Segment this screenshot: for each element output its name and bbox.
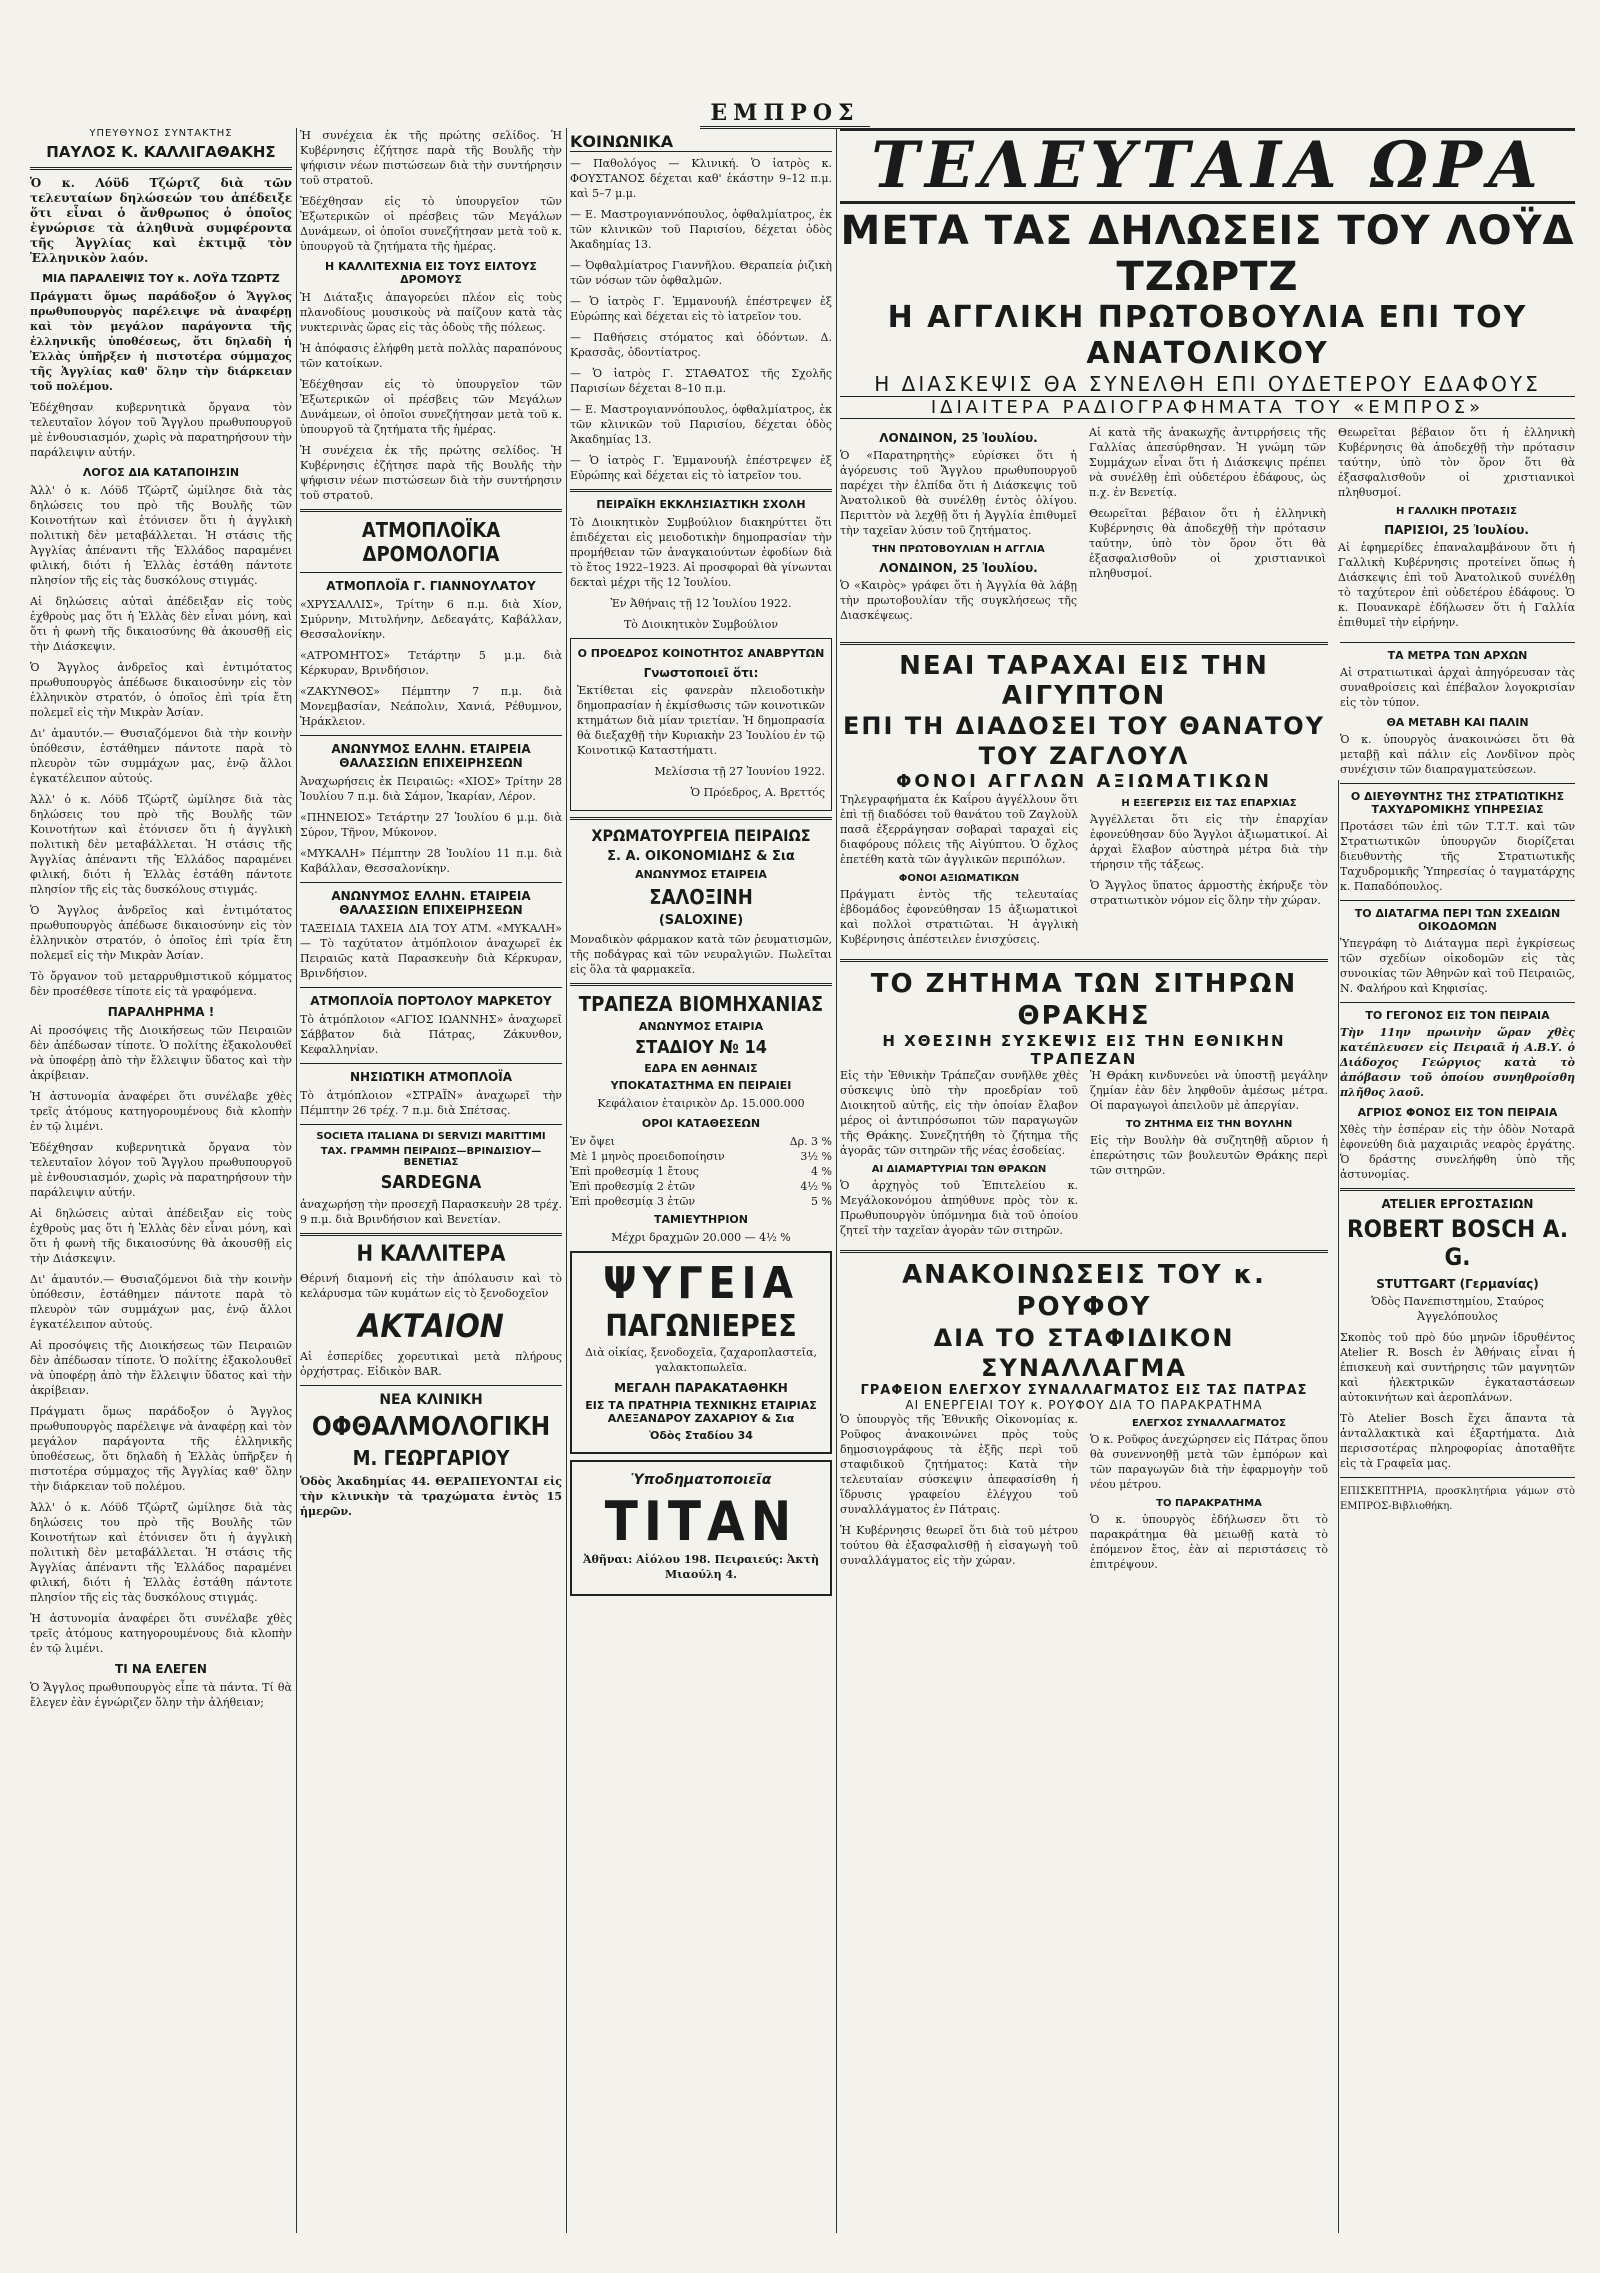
bank-branch: ΥΠΟΚΑΤΑΣΤΗΜΑ ΕΝ ΠΕΙΡΑΙΕΙ <box>610 1079 792 1092</box>
bank-term-row <box>570 1149 832 1164</box>
article-paragraph: Ἀλλ' ὁ κ. Λόϋδ Τζώρτζ ὡμίλησε διὰ τὰς δηλώσεις του πρὸ τῆς Βουλῆς τῶν Κοινοτήτων καὶ ἐτόνισεν ὅτι ἡ ἀγγλικὴ πολιτικὴ δὲν μεταβάλλεται. Ἡ στάσις τῆς Ἀγγλίας ἀπέναντι τῆς Ἑλλάδος παραμένει φιλική, διότι ἡ Ἑλλὰς ἐστάθη πάντοτε πλησίον τῆς εἰς τὰς δυσκόλους στιγμάς. <box>30 1501 292 1604</box>
clinic-label: ΝΕΑ ΚΛΙΝΙΚΗ <box>379 1392 483 1408</box>
section-heading: ΤΟ ΠΑΡΑΚΡΑΤΗΜΑ <box>1156 1498 1262 1509</box>
ship-name: SARDEGNA <box>380 1172 482 1193</box>
article-paragraph: Αἱ προσόψεις τῆς Διοικήσεως τῶν Πειραιῶν δὲν ἀπέδωσαν τίποτε. Ὁ πολίτης ἐξακολουθεῖ νὰ ὑποφέρῃ ἀπὸ τὴν ἔλλειψιν ὕδατος καὶ τὴν ἀκρίβειαν. <box>30 1339 292 1397</box>
article-paragraph: Αἱ προσόψεις τῆς Διοικήσεως τῶν Πειραιῶν δὲν ἀπέδωσαν τίποτε. Ὁ πολίτης ἐξακολουθεῖ νὰ ὑποφέρῃ ἀπὸ τὴν ἔλλειψιν ὕδατος καὶ τὴν ἀκρίβειαν. <box>30 1024 292 1082</box>
footer-note: ΕΠΙΣΚΕΠΤΗΡΙΑ, προσκλητήρια γάμων στὸ ΕΜΠΡΟΣ-Βιβλιοθήκη. <box>1340 1486 1575 1512</box>
bank-capital: Κεφάλαιον ἑταιρικὸν Δρ. 15.000.000 <box>597 1097 805 1110</box>
bank-term-value: Δρ. 3 % <box>789 1135 832 1148</box>
egypt-headline: ΝΕΑΙ ΤΑΡΑΧΑΙ ΕΙΣ ΤΗΝ ΑΙΓΥΠΤΟΝ <box>899 651 1269 711</box>
wire-label: ΙΔΙΑΙΤΕΡΑ ΡΑΔΙΟΓΡΑΦΗΜΑΤΑ ΤΟΥ «ΕΜΠΡΟΣ» <box>840 396 1575 419</box>
ice-store-company: ΕΙΣ ΤΑ ΠΡΑΤΗΡΙΑ ΤΕΧΝΙΚΗΣ ΕΤΑΙΡΙΑΣ ΑΛΕΞΑΝΔΡΟΥ ΖΑΧΑΡΙΟΥ & Σια <box>585 1399 817 1425</box>
social-entry: — Ὁ ἰατρὸς Γ. Ἐμμανουήλ ἐπέστρεψεν ἐξ Εὐρώπης καὶ δέχεται εἰς τὸ ἰατρεῖον του. <box>570 295 832 323</box>
section-heading: ΑΙ ΔΙΑΜΑΡΤΥΡΙΑΙ ΤΩΝ ΘΡΑΚΩΝ <box>871 1164 1047 1175</box>
dye-title: ΧΡΩΜΑΤΟΥΡΓΕΙΑ ΠΕΙΡΑΙΩΣ <box>591 826 811 845</box>
column-rule <box>296 128 297 2233</box>
article-paragraph: Αἱ δηλώσεις αὐταὶ ἀπέδειξαν εἰς τοὺς ἐχθροὺς μας ὅτι ἡ Ἑλλὰς δὲν εἶναι μόνη, καὶ ὅτι ἡ φωνὴ τῆς δικαιοσύνης θὰ ἀκουσθῇ εἰς τὴν Διάσκεψιν. <box>30 595 292 653</box>
bosch-text: Τὸ Atelier Bosch ἔχει ἅπαντα τὰ ἀνταλλακτικὰ καὶ ἐξαρτήματα. Διὰ περισσοτέρας πληροφορίας ἀποταθῆτε εἰς τὰ Γραφεῖα μας. <box>1340 1412 1575 1470</box>
dye-text: Μοναδικὸν φάρμακον κατὰ τῶν ῥευματισμῶν, τῆς ποδάγρας καὶ τῶν νευραλγιῶν. Πωλεῖται εἰς ὅλα τὰ φαρμακεῖα. <box>570 933 832 976</box>
bosch-city: STUTTGART (Γερμανίας) <box>1376 1277 1539 1291</box>
egypt-story <box>840 792 1328 953</box>
bank-term-label: Ἐπὶ προθεσμίᾳ 1 ἔτους <box>570 1165 699 1178</box>
ad-text: Αἱ ἑσπερίδες χορευτικαὶ μετὰ πλήρους ὀρχήστρας. Εἰδικὸν BAR. <box>300 1350 562 1378</box>
article-paragraph: Ἀλλ' ὁ κ. Λόϋδ Τζώρτζ ὡμίλησε διὰ τὰς δηλώσεις του πρὸ τῆς Βουλῆς τῶν Κοινοτήτων καὶ ἐτόνισεν ὅτι ἡ ἀγγλικὴ πολιτικὴ δὲν μεταβάλλεται. Ἡ στάσις τῆς Ἀγγλίας ἀπέναντι τῆς Ἑλλάδος παραμένει φιλική, διότι ἡ Ἑλλὰς ἐστάθη πάντοτε πλησίον τῆς εἰς τὰς δυσκόλους στιγμάς. <box>30 793 292 896</box>
section-heading: ΤΟ ΔΙΑΤΑΓΜΑ ΠΕΡΙ ΤΩΝ ΣΧΕΔΙΩΝ ΟΙΚΟΔΟΜΩΝ <box>1354 907 1561 933</box>
column-rule <box>566 128 567 2233</box>
dateline: ΠΑΡΙΣΙΟΙ, 25 Ἰουλίου. <box>1384 523 1529 537</box>
hotel-name: ΑΚΤΑΙΟΝ <box>358 1307 504 1345</box>
shipping-entry: ἀναχωρήσῃ τὴν προσεχῆ Παρασκευὴν 28 τρέχ. 9 π.μ. διὰ Βρινδήσιον καὶ Βενετίαν. <box>300 1198 562 1226</box>
article-paragraph: Ἡ Θράκη κινδυνεύει νὰ ὑποστῇ μεγάλην ζημίαν ἐὰν δὲν ληφθοῦν ἀμέσως μέτρα. Οἱ παραγωγοὶ ἀπειλοῦν μὲ ἀπεργίαν. <box>1090 1069 1328 1112</box>
rufos-deck: ΓΡΑΦΕΙΟΝ ΕΛΕΓΧΟΥ ΣΥΝΑΛΛΑΓΜΑΤΟΣ ΕΙΣ ΤΑΣ ΠΑΤΡΑΣ <box>860 1383 1308 1398</box>
article-paragraph: Θεωρεῖται βέβαιον ὅτι ἡ ἑλληνικὴ Κυβέρνησις θὰ ἀποδεχθῇ τὴν πρότασιν ταύτην, ὑπὸ τὸν ὅρον ὅτι θὰ ἐξασφαλισθοῦν οἱ χριστιανικοὶ πληθυσμοί. <box>1338 426 1575 499</box>
ad-text: Θέρινή διαμονή εἰς τὴν ἀπόλαυσιν καὶ τὸ κελάρυσμα τῶν κυμάτων εἰς τὸ ξενοδοχεῖον <box>300 1272 562 1300</box>
rufos-story <box>840 1412 1328 1578</box>
dye-company: Σ. Α. ΟΙΚΟΝΟΜΙΔΗΣ & Σια <box>607 849 795 864</box>
egypt-deck: ΦΟΝΟΙ ΑΓΓΛΩΝ ΑΞΙΩΜΑΤΙΚΩΝ <box>896 771 1272 792</box>
article-paragraph: Ἡ ἀπόφασις ἐλήφθη μετὰ πολλὰς παραπόνους τῶν κατοίκων. <box>300 342 562 370</box>
article-paragraph: Ἐδέχθησαν εἰς τὸ ὑπουργεῖον τῶν Ἐξωτερικῶν οἱ πρέσβεις τῶν Μεγάλων Δυνάμεων, οἱ ὁποῖοι συνεζήτησαν μετὰ τοῦ κ. ὑπουργοῦ τὰ ζητήματα τῆς ἡμέρας. <box>300 378 562 436</box>
ad-title: Η ΚΑΛΛΙΤΕΡΑ <box>356 1242 506 1267</box>
section-heading: ΜΙΑ ΠΑΡΑΛΕΙΨΙΣ ΤΟΥ κ. ΛΟΫΔ ΤΖΩΡΤΖ <box>42 272 280 285</box>
notice-text: Ἐκτίθεται εἰς φανερὰν πλειοδοτικὴν δημοπρασίαν ἡ ἐκμίσθωσις τῶν κοινοτικῶν κτημάτων διὰ μίαν τριετίαν. Ἡ δημοπρασία θὰ διεξαχθῇ τὴν Κυριακὴν 23 Ἰουλίου ἐν τῷ Κοινοτικῷ Καταστήματι. <box>577 684 825 757</box>
school-date: Ἐν Ἀθήναις τῇ 12 Ἰουλίου 1922. <box>610 597 792 610</box>
article-paragraph: Πράγματι ὅμως παράδοξον ὁ Ἄγγλος πρωθυπουργὸς παρέλειψε νὰ ἀναφέρῃ καὶ τὸν μεγάλον παράγοντα τῆς ἑλληνικῆς ὑποθέσεως, ὅτι δηλαδὴ ἡ Ἑλλὰς ὑπῆρξεν ἡ πιστοτέρα σύμμαχος τῆς Ἀγγλίας καθ' ὅλην τὴν διάρκειαν τοῦ πολέμου. <box>30 1405 292 1493</box>
bank-term-label: Ἐπὶ προθεσμίᾳ 3 ἐτῶν <box>570 1195 696 1208</box>
section-heading: ΤΟ ΖΗΤΗΜΑ ΕΙΣ ΤΗΝ ΒΟΥΛΗΝ <box>1125 1119 1293 1130</box>
school-signature: Τὸ Διοικητικὸν Συμβούλιον <box>623 618 779 631</box>
article-paragraph: Δι' ἀμαυτόν.— Θυσιαζόμενοι διὰ τὴν κοινὴν ὑπόθεσιν, ἐστάθημεν πάντοτε παρὰ τὸ πλευρὸν τῶν συμμάχων μας, ἐνῷ ἄλλοι ἐγκατέλειπον αὐτούς. <box>30 727 292 785</box>
article-paragraph: Εἰς τὴν Ἐθνικὴν Τράπεζαν συνῆλθε χθὲς σύσκεψις ὑπὸ τὴν προεδρίαν τοῦ Διοικητοῦ αὐτῆς, εἰς τὴν ὁποίαν ἔλαβον μέρος οἱ ἀντιπρόσωποι τῶν παραγωγῶν τῆς Θράκης. Συνεζητήθη τὸ ζήτημα τῆς ἀγορᾶς τῶν σιτηρῶν τῆς νέας ἐσοδείας. <box>840 1069 1078 1157</box>
article-paragraph: Αἱ ἐφημερίδες ἐπαναλαμβάνουν ὅτι ἡ Γαλλικὴ Κυβέρνησις προτείνει ὅπως ἡ Διάσκεψις ἐπὶ τοῦ Ἀνατολικοῦ συνέλθῃ τὸ ταχύτερον ἐπὶ οὐδετέρου ἐδάφους. Ὁ κ. Πουανκαρὲ ἐδήλωσεν ὅτι ἡ Γαλλία ἐπιθυμεῖ τὴν εἰρήνην. <box>1338 541 1575 629</box>
shoe-ad <box>570 1460 832 1596</box>
social-entry: — Ε. Μαστρογιαννόπουλος, ὀφθαλμίατρος, ἐκ τῶν κλινικῶν τοῦ Παρισίου, δέχεται ὁδὸς Ἀκαδημίας 13. <box>570 403 832 446</box>
ice-subtitle: ΠΑΓΩΝΙΕΡΕΣ <box>605 1309 797 1344</box>
clinic-text: Ὁδὸς Ἀκαδημίας 44. ΘΕΡΑΠΕΥΟΝΤΑΙ εἰς τὴν κλινικὴν τὰ τραχώματα ἐντὸς 15 ἡμερῶν. <box>300 1475 562 1518</box>
banner-headline: ΤΕΛΕΥΤΑΙΑ ΩΡΑ <box>840 128 1575 204</box>
lead-paragraph: Ὁ κ. Λόϋδ Τζώρτζ διὰ τῶν τελευταίων δηλώσεών του ἀπέδειξε ὅτι εἶναι ὁ ἄνθρωπος ὁ ὁποῖος ἐγνώρισε τὰ ἀληθινὰ συμφέροντα τῆς Ἀγγλίας καὶ ἐκτιμᾷ τὸν Ἑλληνικὸν λαόν. <box>30 176 292 265</box>
shipping-line: ΑΤΜΟΠΛΟΪΑ Γ. ΓΙΑΝΝΟΥΛΑΤΟΥ <box>326 579 536 593</box>
section-heading: ΑΓΡΙΟΣ ΦΟΝΟΣ ΕΙΣ ΤΟΝ ΠΕΙΡΑΙΑ <box>1357 1106 1558 1119</box>
column-rule <box>836 128 837 2233</box>
article-paragraph: Τὸ ὄργανον τοῦ μεταρρυθμιστικοῦ κόμματος δὲν προσέθεσε τίποτε εἰς τὰ γραφόμενα. <box>30 970 292 998</box>
notice-subtitle: Γνωστοποιεῖ ὅτι: <box>643 666 759 680</box>
article-paragraph: Ἐδέχθησαν κυβερνητικὰ ὄργανα τὸν τελευταῖον λόγον τοῦ Ἄγγλου πρωθυπουργοῦ μὲ ἐνθουσιασμόν, χωρὶς νὰ παρατηρήσουν τὴν παράλειψιν αὐτήν. <box>30 1141 292 1199</box>
shipping-entry: Τὸ ἀτμόπλοιον «ΣΤΡΑΪΝ» ἀναχωρεῖ τὴν Πέμπτην 26 τρέχ. 7 π.μ. διὰ Σπέτσας. <box>300 1089 562 1117</box>
article-paragraph: Ὑπεγράφη τὸ Διάταγμα περὶ ἐγκρίσεως τῶν σχεδίων οἰκοδομῶν εἰς τὰς συνοικίας τῶν Ἀθηνῶν καὶ τοῦ Πειραιῶς, Ν. Φαλήρου καὶ Κηφισίας. <box>1340 937 1575 995</box>
article-paragraph: Αἱ κατὰ τῆς ἀνακωχῆς ἀντιρρήσεις τῆς Γαλλίας ἀπεσύρθησαν. Ἡ γνώμη τῶν Συμμάχων εἶναι ὅτι ἡ Διάσκεψις πρέπει νὰ συνέλθῃ ἐπὶ οὐδετέρου ἐδάφους, ὡς π.χ. ἐν Βενετίᾳ. <box>1089 426 1326 499</box>
shipping-line: ΑΤΜΟΠΛΟΪΑ ΠΟΡΤΟΛΟΥ ΜΑΡΚΕΤΟΥ <box>310 994 552 1008</box>
column-3 <box>570 128 832 2243</box>
wheat-headline: ΤΟ ΖΗΤΗΜΑ ΤΩΝ ΣΙΤΗΡΩΝ ΘΡΑΚΗΣ <box>870 969 1298 1031</box>
bank-term-value: 4½ % <box>800 1180 832 1193</box>
main-subheadline: Η ΑΓΓΛΙΚΗ ΠΡΩΤΟΒΟΥΛΙΑ ΕΠΙ ΤΟΥ ΑΝΑΤΟΛΙΚΟΥ <box>887 300 1528 371</box>
article-paragraph: Αἱ δηλώσεις αὐταὶ ἀπέδειξαν εἰς τοὺς ἐχθροὺς μας ὅτι ἡ Ἑλλὰς δὲν εἶναι μόνη, καὶ ὅτι ἡ φωνὴ τῆς δικαιοσύνης θὰ ἀκουσθῇ εἰς τὴν Διάσκεψιν. <box>30 1207 292 1265</box>
article-paragraph: Ὁ κ. Ροῦφος ἀνεχώρησεν εἰς Πάτρας ὅπου θὰ συνεννοηθῇ μετὰ τῶν ἐμπόρων καὶ τῶν παραγωγῶν διὰ τὴν ἐφαρμογὴν τοῦ νέου μέτρου. <box>1090 1433 1328 1491</box>
shipping-entry: «ΜΥΚΑΛΗ» Πέμπτην 28 Ἰουλίου 11 π.μ. διὰ Καβάλλαν, Θεσσαλονίκην. <box>300 847 562 875</box>
main-headline: ΜΕΤΑ ΤΑΣ ΔΗΛΩΣΕΙΣ ΤΟΥ ΛΟΫΔ ΤΖΩΡΤΖ <box>840 208 1575 300</box>
article-paragraph: Πράγματι ὅμως παράδοξον ὁ Ἄγγλος πρωθυπουργὸς παρέλειψε νὰ ἀναφέρῃ καὶ τὸν μεγάλον παράγοντα τῆς ἑλληνικῆς ὑποθέσεως, ὅτι δηλαδὴ ἡ Ἑλλὰς ὑπῆρξεν ἡ πιστοτέρα σύμμαχος τῆς Ἀγγλίας καθ' ὅλην τὴν διάρκειαν τοῦ πολέμου. <box>30 290 292 393</box>
section-heading: ΤΙ ΝΑ ΕΛΕΓΕΝ <box>115 1662 207 1676</box>
article-paragraph: Θεωρεῖται βέβαιον ὅτι ἡ ἑλληνικὴ Κυβέρνησις θὰ ἀποδεχθῇ τὴν πρότασιν ταύτην, ὑπὸ τὸν ὅρον ὅτι θὰ ἐξασφαλισθοῦν οἱ χριστιανικοὶ πληθυσμοί. <box>1089 507 1326 580</box>
social-entry: — Ὁ ἰατρὸς Γ. ΣΤΑΘΑΤΟΣ τῆς Σχολῆς Παρισίων δέχεται 8–10 π.μ. <box>570 367 832 395</box>
article-paragraph: Ἡ Κυβέρνησις θεωρεῖ ὅτι διὰ τοῦ μέτρου τούτου θὰ ἐξασφαλισθῇ ἡ εἰσαγωγὴ τοῦ συναλλάγματος εἰς τὴν χώραν. <box>840 1524 1078 1567</box>
article-paragraph: Ὁ ὑπουργὸς τῆς Ἐθνικῆς Οἰκονομίας κ. Ροῦφος ἀνακοινώνει πρὸς τοὺς δημοσιογράφους τὰ ἑξῆς περὶ τοῦ σταφιδικοῦ ζητήματος: Κατὰ τὴν τελευταίαν σύσκεψιν ἀπεφασίσθη ἡ ἵδρυσις γραφείου ἐλέγχου τοῦ συναλλάγματος ἐν Πάτραις. <box>840 1413 1078 1516</box>
section-heading: Η ΚΑΛΛΙΤΕΧΝΙΑ ΕΙΣ ΤΟΥΣ ΕΙΛΤΟΥΣ ΔΡΟΜΟΥΣ <box>325 260 537 286</box>
bank-savings-title: ΤΑΜΙΕΥΤΗΡΙΟΝ <box>654 1213 748 1226</box>
bank-terms-list <box>570 1134 832 1209</box>
article-paragraph: Ὁ Ἄγγλος ἀνδρεῖος καὶ ἐντιμότατος πρωθυπουργὸς ἀπέδωσε δικαιοσύνην εἰς τὸν ἑλληνικὸν στρατόν, ὁ ὁποῖος ἐπὶ τρία ἔτη πολεμεῖ εἰς τὴν Μικρὰν Ἀσίαν. <box>30 661 292 719</box>
shoe-address: Ἀθῆναι: Αἰόλου 198. Πειραιεύς: Ἀκτὴ Μιαούλη 4. <box>582 1553 820 1581</box>
bosch-text: Σκοπὸς τοῦ πρὸ δύο μηνῶν ἱδρυθέντος Atelier R. Bosch ἐν Ἀθήναις εἶναι ἡ ἐπισκευὴ καὶ συντήρησις τῶν μαγνητῶν καὶ ἠλεκτρικῶν ἐγκαταστάσεων αὐτοκινήτων καὶ ἀεροπλάνων. <box>1340 1331 1575 1404</box>
ice-ad <box>570 1251 832 1454</box>
article-paragraph: Ἡ συνέχεια ἐκ τῆς πρώτης σελίδος. Ἡ Κυβέρνησις ἐζήτησε παρὰ τῆς Βουλῆς τὴν ψήφισιν νέων πιστώσεων διὰ τὴν συντήρησιν τοῦ στρατοῦ. <box>300 444 562 502</box>
notice-signature: Ὁ Πρόεδρος, Α. Βρεττός <box>690 786 825 799</box>
bank-address: ΣΤΑΔΙΟΥ № 14 <box>635 1037 767 1058</box>
section-heading: Η ΓΑΛΛΙΚΗ ΠΡΟΤΑΣΙΣ <box>1396 506 1517 517</box>
article-paragraph: Ἡ Διάταξις ἀπαγορεύει πλέον εἰς τοὺς πλανοδίους μουσικοὺς νὰ παίζουν κατὰ τὰς νυκτερινὰς ὥρας εἰς τὰς ὁδοὺς τῆς πόλεως. <box>300 291 562 334</box>
rufos-deck-2: ΑΙ ΕΝΕΡΓΕΙΑΙ ΤΟΥ κ. ΡΟΥΦΟΥ ΔΙΑ ΤΟ ΠΑΡΑΚΡΑΤΗΜΑ <box>905 1398 1263 1412</box>
dye-product: ΣΑΛΟΞΙΝΗ <box>649 885 753 909</box>
rufos-headline: ΑΝΑΚΟΙΝΩΣΕΙΣ ΤΟΥ κ. ΡΟΥΦΟΥ <box>902 1260 1266 1322</box>
shipping-line: ΑΝΩΝΥΜΟΣ ΕΛΛΗΝ. ΕΤΑΙΡΕΙΑ ΘΑΛΑΣΣΙΩΝ ΕΠΙΧΕΙΡΗΣΕΩΝ <box>331 742 531 770</box>
shipping-entry: «ΖΑΚΥΝΘΟΣ» Πέμπτην 7 π.μ. διὰ Μονεμβασίαν, Νεάπολιν, Χανιά, Ρέθυμνον, Ἡράκλειον. <box>300 685 562 728</box>
section-heading: ΠΑΡΑΛΗΡΗΜΑ ! <box>107 1005 215 1019</box>
shoe-brand: ΤΙΤΑΝ <box>604 1490 798 1553</box>
ice-text: Διὰ οἰκίας, ξενοδοχεῖα, ζαχαροπλαστεῖα, γαλακτοπωλεῖα. <box>584 1346 818 1374</box>
bank-term-value: 3½ % <box>800 1150 832 1163</box>
column-2 <box>300 128 562 2243</box>
bank-term-label: Μὲ 1 μηνὸς προειδοποίησιν <box>570 1150 725 1163</box>
shipping-entry: «ΠΗΝΕΙΟΣ» Τετάρτην 27 Ἰουλίου 6 μ.μ. διὰ Σύρον, Τῆνον, Μύκονον. <box>300 811 562 839</box>
article-paragraph: Χθὲς τὴν ἑσπέραν εἰς τὴν ὁδὸν Νοταρᾶ ἐφονεύθη διὰ μαχαιριᾶς νεαρὸς ἐργάτης. Ὁ δράστης συνελήφθη ὑπὸ τῆς ἀστυνομίας. <box>1340 1123 1575 1181</box>
article-paragraph: Ἐδέχθησαν εἰς τὸ ὑπουργεῖον τῶν Ἐξωτερικῶν οἱ πρέσβεις τῶν Μεγάλων Δυνάμεων, οἱ ὁποῖοι συνεζήτησαν μετὰ τοῦ κ. ὑπουργοῦ τὰ ζητήματα τῆς ἡμέρας. <box>300 195 562 253</box>
school-text: Τὸ Διοικητικὸν Συμβούλιον διακηρύττει ὅτι ἐπιδέχεται εἰς μειοδοτικὴν δημοπρασίαν τὴν προμήθειαν τῶν ἀναγκαιούντων ἐφοδίων διὰ τὸ ἔτος 1922–1923. Αἱ προσφοραὶ θὰ γίνωνται δεκταὶ μέχρι τῆς 12 Ἰουλίου. <box>570 516 832 589</box>
lower-right <box>1340 636 1575 1578</box>
section-heading: ΕΛΕΓΧΟΣ ΣΥΝΑΛΛΑΓΜΑΤΟΣ <box>1132 1418 1286 1429</box>
dye-company-type: ΑΝΩΝΥΜΟΣ ΕΤΑΙΡΕΙΑ <box>635 868 767 881</box>
editor-name: ΠΑΥΛΟΣ Κ. ΚΑΛΛΙΓΑΘΑΚΗΣ <box>46 143 276 161</box>
article-paragraph: Ἡ συνέχεια ἐκ τῆς πρώτης σελίδος. Ἡ Κυβέρνησις ἐζήτησε παρὰ τῆς Βουλῆς τὴν ψήφισιν νέων πιστώσεων διὰ τὴν συντήρησιν τοῦ στρατοῦ. <box>300 129 562 187</box>
section-heading: ΛΟΓΟΣ ΔΙΑ ΚΑΤΑΠΟΙΗΣΙΝ <box>82 466 240 479</box>
lower-section <box>840 636 1575 1578</box>
egypt-subheadline: ΕΠΙ ΤΗ ΔΙΑΔΟΣΕΙ ΤΟΥ ΘΑΝΑΤΟΥ ΤΟΥ ΖΑΓΛΟΥΛ <box>842 712 1325 770</box>
shipping-entry: «ΧΡΥΣΑΛΛΙΣ», Τρίτην 6 π.μ. διὰ Χίον, Σμύρνην, Μιτυλήνην, Δεδεαγάτς, Καβάλλαν, Θεσσαλονίκην. <box>300 598 562 641</box>
bank-title: ΤΡΑΠΕΖΑ ΒΙΟΜΗΧΑΝΙΑΣ <box>578 992 824 1016</box>
article-paragraph: Τηλεγραφήματα ἐκ Καΐρου ἀγγέλλουν ὅτι ἐπὶ τῇ διαδόσει τοῦ θανάτου τοῦ Ζαγλοὺλ πασᾶ ἐξερράγησαν σοβαραὶ ταραχαὶ εἰς διαφόρους πόλεις τῆς Αἰγύπτου. Ὁ ὄχλος ἐπετέθη κατὰ τῶν ἀγγλικῶν περιπόλων. <box>840 793 1078 866</box>
column-1 <box>30 128 292 2243</box>
bank-term-value: 5 % <box>811 1195 832 1208</box>
social-entry: — Παθήσεις στόματος καὶ ὀδόντων. Δ. Κρασσᾶς, ὀδοντίατρος. <box>570 331 832 359</box>
shipping-entry: Τὸ ἀτμόπλοιον «ΑΓΙΟΣ ΙΩΑΝΝΗΣ» ἀναχωρεῖ Σάββατον διὰ Πάτρας, Ζάκυνθον, Κεφαλληνίαν. <box>300 1013 562 1056</box>
shipping-entry: «ΑΤΡΟΜΗΤΟΣ» Τετάρτην 5 μ.μ. διὰ Κέρκυραν, Βρινδήσιον. <box>300 649 562 677</box>
article-paragraph: Ὁ ἀρχηγὸς τοῦ Ἐπιτελείου κ. Μεγάλοκονόμου ἀπηύθυνε πρὸς τὸν κ. Πρωθυπουργὸν ὑπόμνημα διὰ τοῦ ὁποίου ζητεῖ τὴν ταχεῖαν ἀγορὰν τῶν σιτηρῶν. <box>840 1179 1078 1237</box>
article-paragraph: Δι' ἀμαυτόν.— Θυσιαζόμενοι διὰ τὴν κοινὴν ὑπόθεσιν, ἐστάθημεν πάντοτε παρὰ τὸ πλευρὸν τῶν συμμάχων μας, ἐνῷ ἄλλοι ἐγκατέλειπον αὐτούς. <box>30 1273 292 1331</box>
shoe-label: Ὑποδηματοποιεῖα <box>630 1472 772 1488</box>
bosch-label: ATELIER ΕΡΓΟΣΤΑΣΙΩΝ <box>1381 1197 1534 1211</box>
notice-date: Μελίσσια τῇ 27 Ἰουνίου 1922. <box>654 765 825 778</box>
article-paragraph: Πράγματι ἐντὸς τῆς τελευταίας ἑβδομάδος ἐφονεύθησαν 15 ἀξιωματικοὶ καὶ πολλοὶ στρατιῶται. Ἡ ἀγγλικὴ Κυβέρνησις ἀπέστειλεν ἐνισχύσεις. <box>840 888 1078 946</box>
section-heading: Ο ΔΙΕΥΘΥΝΤΗΣ ΤΗΣ ΣΤΡΑΤΙΩΤΙΚΗΣ ΤΑΧΥΔΡΟΜΙΚΗΣ ΥΠΗΡΕΣΙΑΣ <box>1350 790 1565 816</box>
section-heading: ΤΑ ΜΕΤΡΑ ΤΩΝ ΑΡΧΩΝ <box>1387 649 1528 662</box>
shipping-line: SOCIETA ITALIANA DI SERVIZI MARITTIMI <box>316 1131 546 1142</box>
ice-address: Ὁδὸς Σταδίου 34 <box>649 1429 753 1442</box>
bank-term-label: Ἐπὶ προθεσμίᾳ 2 ἐτῶν <box>570 1180 696 1193</box>
bank-terms-title: ΟΡΟΙ ΚΑΤΑΘΕΣΕΩΝ <box>641 1117 761 1130</box>
article-paragraph: Ἀγγέλλεται ὅτι εἰς τὴν ἐπαρχίαν ἐφονεύθησαν δύο Ἄγγλοι ἀξιωματικοί. Αἱ ἀρχαὶ ἔλαβον αὐστηρὰ μέτρα διὰ τὴν τήρησιν τῆς τάξεως. <box>1090 813 1328 871</box>
bank-term-row <box>570 1194 832 1209</box>
clinic-name: ΟΦΘΑΛΜΟΛΟΓΙΚΗ <box>311 1412 551 1442</box>
article-paragraph: Τὴν 11ην πρωινὴν ὥραν χθὲς κατέπλευσεν εἰς Πειραιᾶ ἡ Α.Β.Υ. ὁ Διάδοχος Γεώργιος κατὰ τὸ ἀπόβασιν τοῦ ὁποίου συνηθροίσθη πλῆθος λαοῦ. <box>1340 1026 1575 1099</box>
article-paragraph: Ὁ «Καιρὸς» γράφει ὅτι ἡ Ἀγγλία θὰ λάβῃ τὴν πρωτοβουλίαν τῆς συγκλήσεως τῆς Διασκέψεως. <box>840 579 1077 622</box>
dye-product-latin: (SALOXINE) <box>658 913 744 928</box>
article-paragraph: Ὁ Ἄγγλος ὕπατος ἁρμοστὴς ἐκήρυξε τὸν στρατιωτικὸν νόμον εἰς ὅλην τὴν χώραν. <box>1090 879 1328 907</box>
section-heading: ΤΗΝ ΠΡΩΤΟΒΟΥΛΙΑΝ Η ΑΓΓΛΙΑ <box>872 544 1045 555</box>
article-paragraph: Ἡ ἀστυνομία ἀναφέρει ὅτι συνέλαβε χθὲς τρεῖς ἀτόμους κατηγορουμένους διὰ κλοπὴν ἐν τῷ λιμένι. <box>30 1090 292 1133</box>
lead-story <box>840 425 1575 636</box>
school-title: ΠΕΙΡΑΪΚΗ ΕΚΚΛΗΣΙΑΣΤΙΚΗ ΣΧΟΛΗ <box>596 498 806 511</box>
article-paragraph: Ὁ Ἄγγλος ἀνδρεῖος καὶ ἐντιμότατος πρωθυπουργὸς ἀπέδωσε δικαιοσύνην εἰς τὸν ἑλληνικὸν στρατόν, ὁ ὁποῖος ἐπὶ τρία ἔτη πολεμεῖ εἰς τὴν Μικρὰν Ἀσίαν. <box>30 904 292 962</box>
bank-term-label: Ἐν ὄψει <box>570 1135 615 1148</box>
bosch-name: ROBERT BOSCH A. G. <box>1346 1215 1569 1271</box>
dateline: ΛΟΝΔΙΝΟΝ, 25 Ἰουλίου. <box>879 431 1038 445</box>
main-deck: Η ΔΙΑΣΚΕΨΙΣ ΘΑ ΣΥΝΕΛΘΗ ΕΠΙ ΟΥΔΕΤΕΡΟΥ ΕΔΑΦΟΥΣ <box>874 372 1541 396</box>
social-entry: — Παθολόγος — Κλινική. Ὁ ἰατρὸς κ. ΦΟΥΣΤΑΝΟΣ δέχεται καθ' ἑκάστην 9–12 π.μ. καὶ 5–7 μ.μ. <box>570 157 832 200</box>
bank-seat: ΕΔΡΑ ΕΝ ΑΘΗΝΑΙΣ <box>644 1062 758 1075</box>
wheat-subheadline: Η ΧΘΕΣΙΝΗ ΣΥΣΚΕΨΙΣ ΕΙΣ ΤΗΝ ΕΘΝΙΚΗΝ ΤΡΑΠΕΖΑΝ <box>882 1032 1286 1068</box>
section-heading: ΤΟ ΓΕΓΟΝΟΣ ΕΙΣ ΤΟΝ ΠΕΙΡΑΙΑ <box>1365 1009 1550 1022</box>
article-paragraph: Αἱ στρατιωτικαὶ ἀρχαὶ ἀπηγόρευσαν τὰς συναθροίσεις καὶ ἐπέβαλον λογοκρισίαν εἰς τὸν τύπον. <box>1340 666 1575 709</box>
article-paragraph: Ὁ «Παρατηρητὴς» εὑρίσκει ὅτι ἡ ἀγόρευσις τοῦ Ἄγγλου πρωθυπουργοῦ παρέχει τὴν ἐλπίδα ὅτι ἡ Διάσκεψις τοῦ Ἀνατολικοῦ θὰ συνέλθῃ ἐντὸς ὀλίγου. Περιττὸν νὰ λεχθῇ ὅτι ἡ Ἀγγλία ἐπιθυμεῖ τὴν ταχεῖαν λύσιν τοῦ ζητήματος. <box>840 449 1077 537</box>
article-paragraph: Εἰς τὴν Βουλὴν θὰ συζητηθῇ αὔριον ἡ ἐπερώτησις τῶν βουλευτῶν Θράκης περὶ τῶν σιτηρῶν. <box>1090 1134 1328 1177</box>
bank-term-value: 4 % <box>811 1165 832 1178</box>
rufos-subheadline: ΔΙΑ ΤΟ ΣΤΑΦΙΔΙΚΟΝ ΣΥΝΑΛΛΑΓΜΑ <box>933 1324 1235 1382</box>
social-entry: — Ε. Μαστρογιαννόπουλος, ὀφθαλμίατρος, ἐκ τῶν κλινικῶν τοῦ Παρισίου, δέχεται ὁδὸς Ἀκαδημίας 13. <box>570 208 832 251</box>
shipping-route: ΤΑΧ. ΓΡΑΜΜΗ ΠΕΙΡΑΙΩΣ—ΒΡΙΝΔΙΣΙΟΥ—ΒΕΝΕΤΙΑΣ <box>320 1146 542 1168</box>
notice-box <box>570 638 832 811</box>
notice-title: Ο ΠΡΟΕΔΡΟΣ ΚΟΙΝΟΤΗΤΟΣ ΑΝΑΒΡΥΤΩΝ <box>577 647 825 660</box>
section-heading: ΘΑ ΜΕΤΑΒΗ ΚΑΙ ΠΑΛΙΝ <box>1386 716 1529 729</box>
bank-savings-text: Μέχρι δραχμῶν 20.000 — 4½ % <box>611 1231 791 1244</box>
section-heading: ΚΟΙΝΩΝΙΚΑ <box>570 132 832 152</box>
article-paragraph: Ὁ Ἄγγλος πρωθυπουργὸς εἶπε τὰ πάντα. Τί θὰ ἔλεγεν ἐὰν ἐγνώριζεν ὅλην τὴν ἀλήθειαν; <box>30 1681 292 1709</box>
wheat-story <box>840 1068 1328 1244</box>
ice-title: ΨΥΓΕΙΑ <box>603 1258 799 1309</box>
dateline: ΛΟΝΔΙΝΟΝ, 25 Ἰουλίου. <box>879 561 1038 575</box>
social-entry: — Ὀφθαλμίατρος Γιαννῆλου. Θεραπεία ῥιζικὴ τῶν νόσων τῶν ὀφθαλμῶν. <box>570 259 832 287</box>
bank-term-row <box>570 1164 832 1179</box>
lower-main <box>840 636 1328 1578</box>
doctor-name: Μ. ΓΕΩΡΓΑΡΙΟΥ <box>352 1446 510 1470</box>
shipping-entry: ΤΑΞΕΙΔΙΑ ΤΑΧΕΙΑ ΔΙΑ ΤΟΥ ΑΤΜ. «ΜΥΚΑΛΗ» — Τὸ ταχύτατον ἀτμόπλοιον ἀναχωρεῖ ἐκ Πειραιῶς κατὰ Παρασκευὴν διὰ Κέρκυραν, Βρινδήσιον. <box>300 922 562 980</box>
article-paragraph: Προτάσει τῶν ἐπὶ τῶν Τ.Τ.Τ. καὶ τῶν Στρατιωτικῶν ὑπουργῶν διορίζεται διευθυντὴς τῆς Στρατιωτικῆς Ταχυδρομικῆς Ὑπηρεσίας ὁ ταγματάρχης κ. Παπαδόπουλος. <box>1340 820 1575 893</box>
ice-store: ΜΕΓΑΛΗ ΠΑΡΑΚΑΤΑΘΗΚΗ <box>614 1381 788 1395</box>
editor-label: ΥΠΕΥΘΥΝΟΣ ΣΥΝΤΑΚΤΗΣ <box>89 128 233 139</box>
shipping-title: ΑΤΜΟΠΛΟΪΚΑ ΔΡΟΜΟΛΟΓΙΑ <box>361 518 501 566</box>
article-paragraph: Ἡ ἀστυνομία ἀναφέρει ὅτι συνέλαβε χθὲς τρεῖς ἀτόμους κατηγορουμένους διὰ κλοπὴν ἐν τῷ λιμένι. <box>30 1612 292 1655</box>
article-paragraph: Ὁ κ. ὑπουργὸς ἐδήλωσεν ὅτι τὸ παρακράτημα θὰ μειωθῇ κατὰ τὸ ἐπόμενον ἔτος, ἐὰν αἱ περιστάσεις τὸ ἐπιτρέψουν. <box>1090 1513 1328 1571</box>
section-heading: Η ΕΞΕΓΕΡΣΙΣ ΕΙΣ ΤΑΣ ΕΠΑΡΧΙΑΣ <box>1121 798 1297 809</box>
shipping-line: ΝΗΣΙΩΤΙΚΗ ΑΤΜΟΠΛΟΪΑ <box>349 1070 513 1084</box>
bank-term-row <box>570 1134 832 1149</box>
article-paragraph: Ὁ κ. ὑπουργὸς ἀνακοινώσει ὅτι θὰ μεταβῇ καὶ πάλιν εἰς Λονδῖνον πρὸς συνέχισιν τῶν διαπραγματεύσεων. <box>1340 733 1575 776</box>
social-entry: — Ὁ ἰατρὸς Γ. Ἐμμανουήλ ἐπέστρεψεν ἐξ Εὐρώπης καὶ δέχεται εἰς τὸ ἰατρεῖον του. <box>570 454 832 482</box>
article-paragraph: Ἀλλ' ὁ κ. Λόϋδ Τζώρτζ ὡμίλησε διὰ τὰς δηλώσεις του πρὸ τῆς Βουλῆς τῶν Κοινοτήτων καὶ ἐτόνισεν ὅτι ἡ ἀγγλικὴ πολιτικὴ δὲν μεταβάλλεται. Ἡ στάσις τῆς Ἀγγλίας ἀπέναντι τῆς Ἑλλάδος παραμένει φιλική, διότι ἡ Ἑλλὰς ἐστάθη πάντοτε πλησίον τῆς εἰς τὰς δυσκόλους στιγμάς. <box>30 484 292 587</box>
bosch-address: Ὁδὸς Πανεπιστημίου, Σταύρος Ἀγγελόπουλος <box>1371 1295 1544 1323</box>
masthead: ΕΜΠΡΟΣ <box>700 100 870 129</box>
bank-term-row <box>570 1179 832 1194</box>
column-4 <box>840 128 1575 2243</box>
shipping-line: ΑΝΩΝΥΜΟΣ ΕΛΛΗΝ. ΕΤΑΙΡΕΙΑ ΘΑΛΑΣΣΙΩΝ ΕΠΙΧΕΙΡΗΣΕΩΝ <box>331 889 531 917</box>
section-heading: ΦΟΝΟΙ ΑΞΙΩΜΑΤΙΚΩΝ <box>898 873 1020 884</box>
bank-type: ΑΝΩΝΥΜΟΣ ΕΤΑΙΡΙΑ <box>638 1020 764 1033</box>
shipping-entry: Ἀναχωρήσεις ἐκ Πειραιῶς: «ΧΙΟΣ» Τρίτην 28 Ἰουλίου 7 π.μ. διὰ Σάμον, Ἰκαρίαν, Λέρον. <box>300 775 562 803</box>
article-paragraph: Ἐδέχθησαν κυβερνητικὰ ὄργανα τὸν τελευταῖον λόγον τοῦ Ἄγγλου πρωθυπουργοῦ μὲ ἐνθουσιασμόν, χωρὶς νὰ παρατηρήσουν τὴν παράλειψιν αὐτήν. <box>30 401 292 459</box>
